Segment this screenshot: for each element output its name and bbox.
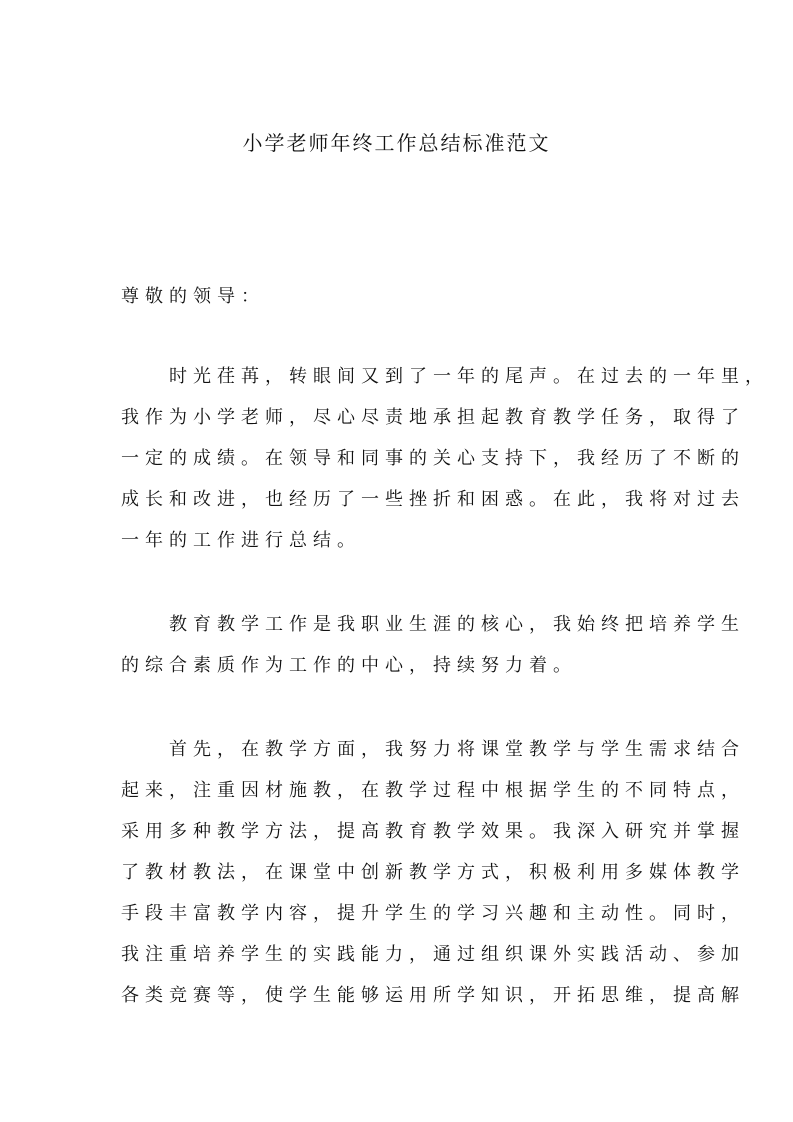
salutation-text: 尊敬的领导： [121, 286, 265, 307]
paragraph-line: 成长和改进，也经历了一些挫折和困惑。在此，我将对过去 [121, 489, 745, 510]
paragraph-line: 各类竞赛等，使学生能够运用所学知识，开拓思维，提高解 [121, 985, 745, 1006]
paragraph-3 [121, 729, 745, 1016]
paragraph-line: 我作为小学老师，尽心尽责地承担起教育教学任务，取得了 [121, 407, 745, 428]
paragraph-line: 时光荏苒，转眼间又到了一年的尾声。在过去的一年里， [169, 366, 769, 387]
document-title: 小学老师年终工作总结标准范文 [242, 131, 551, 155]
paragraph-line: 手段丰富教学内容，提升学生的学习兴趣和主动性。同时， [121, 903, 745, 924]
paragraph-line: 了教材教法，在课堂中创新教学方式，积极利用多媒体教学 [121, 862, 745, 883]
paragraph-line: 首先，在教学方面，我努力将课堂教学与学生需求结合 [169, 739, 745, 760]
paragraph-line: 一年的工作进行总结。 [121, 530, 361, 551]
salutation [121, 276, 701, 317]
paragraph-line: 的综合素质作为工作的中心，持续努力着。 [121, 655, 577, 676]
paragraph-line: 起来，注重因材施教，在教学过程中根据学生的不同特点， [121, 780, 745, 801]
paragraph-line: 采用多种教学方法，提高教育教学效果。我深入研究并掌握 [121, 821, 745, 842]
paragraph-line: 我注重培养学生的实践能力，通过组织课外实践活动、参加 [121, 944, 745, 965]
paragraph-line: 一定的成绩。在领导和同事的关心支持下，我经历了不断的 [121, 448, 745, 469]
paragraph-1 [121, 356, 769, 561]
paragraph-2 [121, 604, 745, 686]
paragraph-line: 教育教学工作是我职业生涯的核心，我始终把培养学生 [169, 614, 745, 635]
